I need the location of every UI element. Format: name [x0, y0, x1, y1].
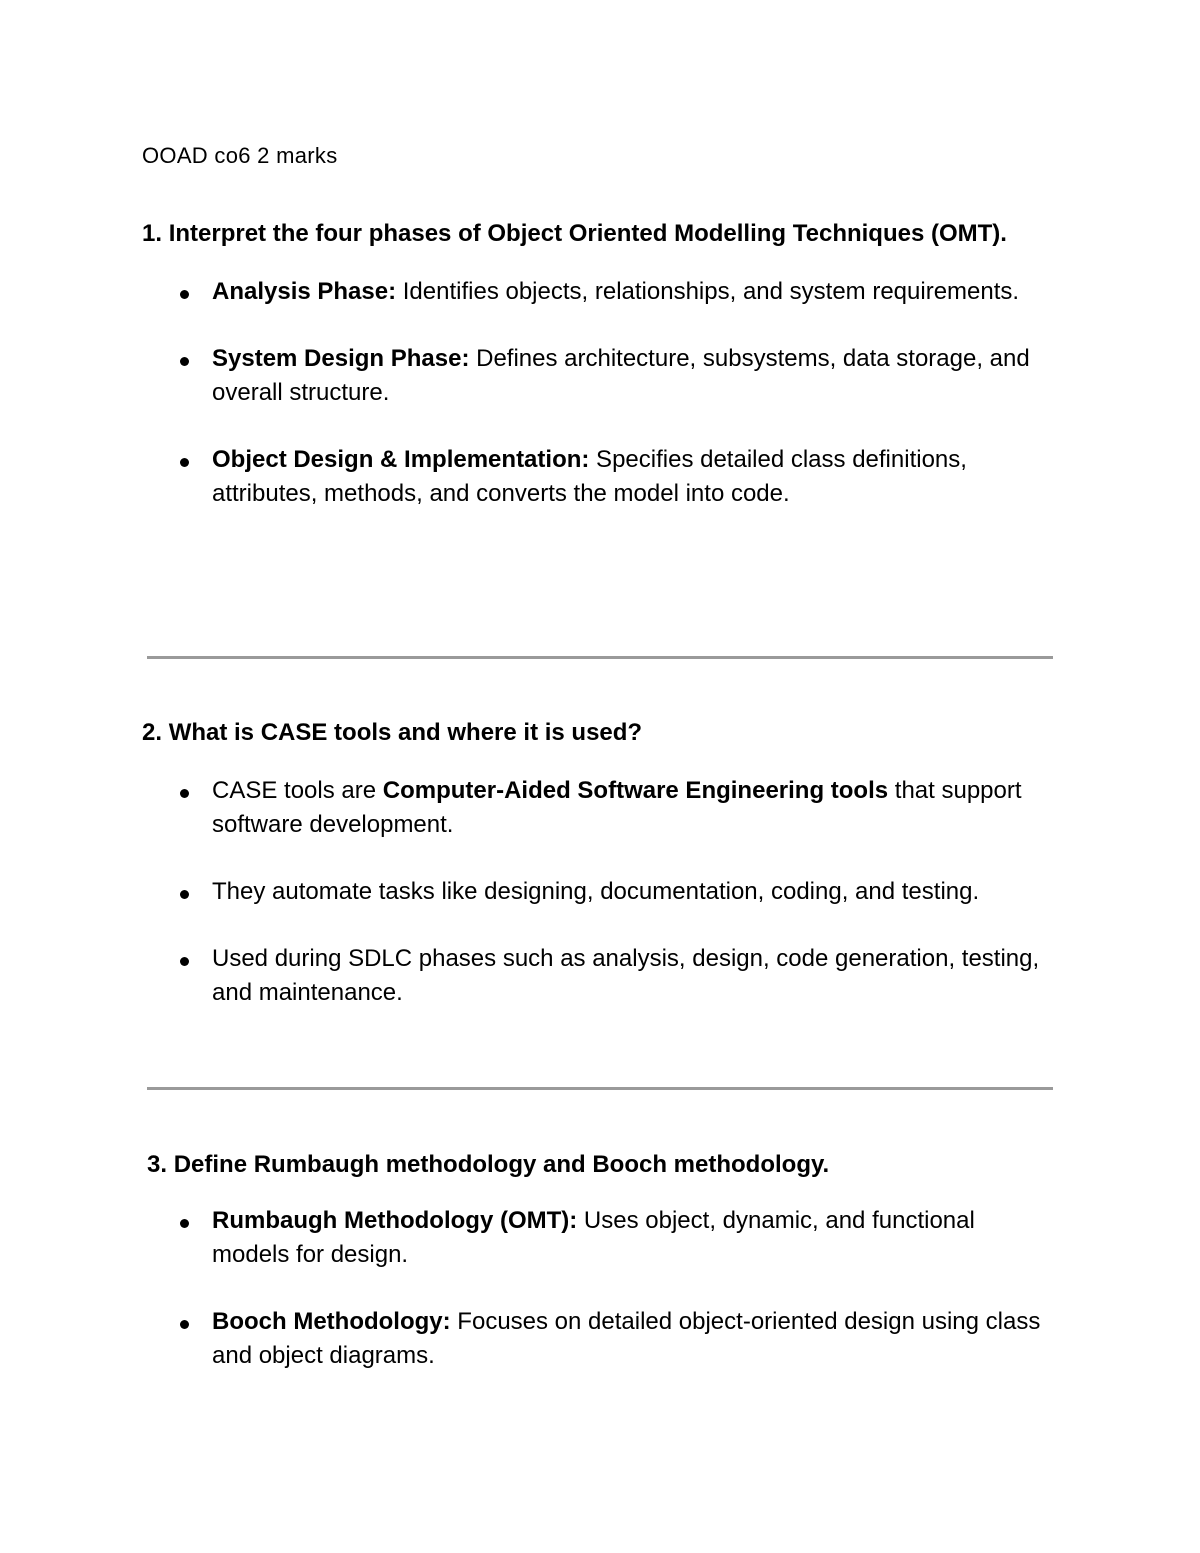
question-1-text: Interpret the four phases of Object Oriented Modelling Techniques (OMT). — [168, 220, 1007, 247]
term-label: System Design Phase: — [212, 345, 470, 372]
list-item — [142, 1204, 1042, 1272]
question-2-answer-list — [142, 774, 1042, 1010]
question-1-answer-list — [142, 275, 1042, 511]
term-description: Specifies detailed class definitions, attributes, methods, and converts the model into code. — [212, 446, 967, 507]
term-label: Booch Methodology: — [212, 1308, 451, 1335]
item-text: They automate tasks like designing, documentation, coding, and testing. — [212, 878, 980, 905]
bullet-icon — [180, 290, 189, 299]
question-3-text: Define Rumbaugh methodology and Booch methodology. — [173, 1151, 830, 1178]
section-divider — [147, 1087, 1053, 1090]
question-2-number: 2. — [142, 719, 163, 746]
term-description: Identifies objects, relationships, and system requirements. — [396, 278, 1020, 305]
bullet-icon — [180, 957, 189, 966]
question-2-text: What is CASE tools and where it is used? — [168, 719, 643, 746]
list-item — [142, 774, 1042, 842]
term-label: Object Design & Implementation: — [212, 446, 590, 473]
question-3-section — [147, 1148, 1047, 1373]
list-item — [142, 275, 1042, 309]
bullet-icon — [180, 357, 189, 366]
term-label: Rumbaugh Methodology (OMT): — [212, 1207, 578, 1234]
question-2-section — [142, 716, 1042, 1010]
term-description: Defines architecture, subsystems, data storage, and overall structure. — [212, 345, 1030, 406]
list-item — [142, 1305, 1042, 1373]
bullet-icon — [180, 1320, 189, 1329]
bullet-icon — [180, 890, 189, 899]
question-3-answer-list — [142, 1204, 1047, 1373]
item-text-post: that support software development. — [212, 777, 1022, 838]
term-label: Analysis Phase: — [212, 278, 397, 305]
question-1-section — [142, 217, 1042, 511]
list-item — [142, 942, 1042, 1010]
question-1-number: 1. — [142, 220, 163, 247]
item-text-pre: CASE tools are — [212, 777, 383, 804]
list-item — [142, 443, 1042, 511]
bullet-icon — [180, 458, 189, 467]
list-item — [142, 342, 1042, 410]
bullet-icon — [180, 789, 189, 798]
question-3-heading — [147, 1148, 1047, 1182]
term-description: Uses object, dynamic, and functional models for design. — [212, 1207, 975, 1268]
term-description: Focuses on detailed object-oriented design using class and object diagrams. — [212, 1308, 1041, 1369]
item-text-bold: Computer-Aided Software Engineering tools — [382, 777, 889, 804]
item-text: Used during SDLC phases such as analysis, design, code generation, testing, and maintenance. — [212, 945, 1040, 1006]
question-2-heading — [142, 716, 1042, 750]
document-title: OOAD co6 2 marks — [142, 143, 338, 168]
list-item — [142, 875, 1042, 909]
question-1-heading — [142, 217, 1042, 251]
section-divider — [147, 656, 1053, 659]
question-3-number: 3. — [147, 1151, 168, 1178]
bullet-icon — [180, 1219, 189, 1228]
